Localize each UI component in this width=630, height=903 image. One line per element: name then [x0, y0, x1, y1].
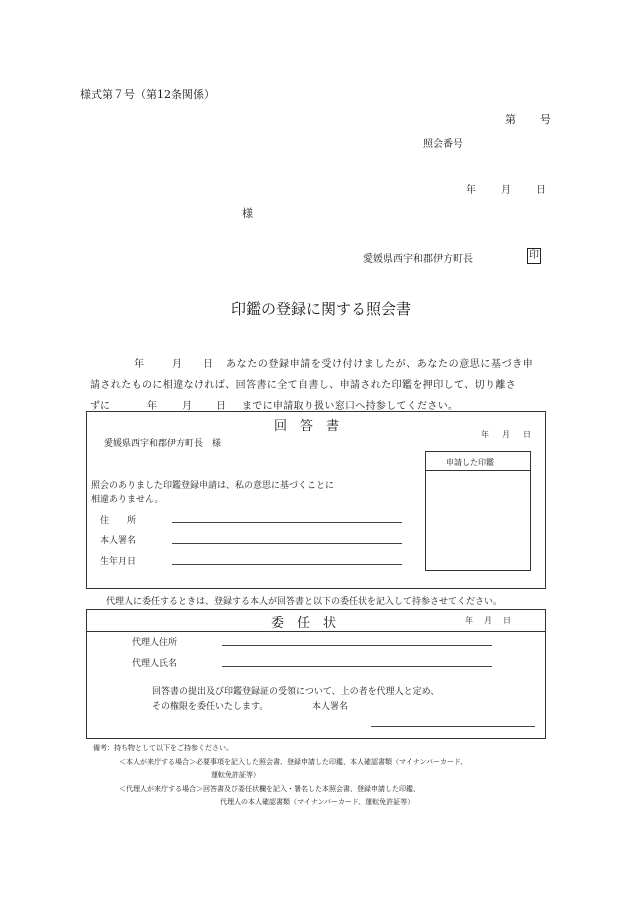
- body-month-2: 月: [182, 401, 192, 412]
- answer-birthdate-field[interactable]: [172, 564, 402, 565]
- answer-addressee: 愛媛県西宇和郡伊方町長 様: [104, 439, 222, 449]
- number-label-dai: 第: [505, 113, 516, 126]
- body-line-2: 請されたものに相違なければ、回答書に全て自書し、申請された印鑑を押印して、切り離さ: [90, 380, 517, 391]
- body-line-3-suffix: までに申請取り扱い窓口へ持参してください。: [242, 401, 459, 412]
- seal-stamp-box[interactable]: [425, 451, 531, 571]
- issuer-name: 愛媛県西宇和郡伊方町長: [363, 254, 473, 265]
- answer-heading: 回 答 書: [274, 419, 340, 434]
- answer-signature-label: 本人署名: [100, 536, 137, 546]
- addressee-sama: 様: [242, 207, 253, 220]
- seal-box-divider: [425, 470, 530, 471]
- notes-agent-line-1: ＜代理人が来庁する場合＞回答書及び委任状欄を記入・署名した本照会書、登録申請した印鑑、: [119, 785, 420, 793]
- seal-box-label: 申請した印鑑: [446, 458, 494, 467]
- answer-date-year: 年: [481, 430, 489, 439]
- principal-signature-label: 本人署名: [312, 702, 349, 712]
- number-label-go: 号: [540, 113, 551, 126]
- answer-address-label: 住 所: [100, 516, 137, 526]
- agent-name-field[interactable]: [222, 666, 492, 667]
- principal-signature-field[interactable]: [371, 726, 535, 727]
- body-year-2: 年: [147, 401, 157, 412]
- body-day-1: 日: [203, 359, 213, 370]
- body-line-3-prefix: ずに: [90, 401, 110, 412]
- delegation-text-line-2: その権限を委任いたします。: [152, 702, 269, 712]
- answer-date-day: 日: [523, 430, 531, 439]
- notes-self-line-2: 運転免許証等）: [211, 771, 260, 779]
- delegation-header-divider: [86, 631, 546, 632]
- body-year-1: 年: [134, 359, 144, 370]
- notes-self-line-1: ＜本人が来庁する場合＞必要事項を記入した照会書、登録申請した印鑑、本人確認書類（マイナンバーカード、: [119, 758, 468, 766]
- delegation-date-day: 日: [503, 616, 511, 625]
- answer-statement-line-1: 照会のありました印鑑登録申請は、私の意思に基づくことに: [91, 481, 335, 491]
- date-year-label: 年: [466, 185, 476, 196]
- answer-birthdate-label: 生年月日: [100, 557, 137, 567]
- answer-statement-line-2: 相違ありません。: [91, 495, 164, 505]
- date-month-label: 月: [501, 185, 511, 196]
- answer-date-month: 月: [502, 430, 510, 439]
- delegation-heading: 委 任 状: [271, 616, 337, 631]
- agent-address-field[interactable]: [222, 645, 492, 646]
- agent-name-label: 代理人氏名: [132, 659, 178, 669]
- date-day-label: 日: [536, 185, 546, 196]
- seal-mark: 印: [527, 248, 541, 264]
- body-day-2: 日: [216, 401, 226, 412]
- agent-address-label: 代理人住所: [132, 638, 178, 648]
- form-number: 様式第７号（第12条関係）: [80, 88, 215, 101]
- answer-address-field[interactable]: [172, 522, 402, 523]
- body-month-1: 月: [172, 359, 182, 370]
- delegation-date-year: 年: [465, 616, 473, 625]
- document-title: 印鑑の登録に関する照会書: [231, 300, 412, 318]
- proxy-note: 代理人に委任するときは、登録する本人が回答書と以下の委任状を記入して持参させてください。: [106, 597, 503, 607]
- notes-agent-line-2: 代理人の本人確認書類（マイナンバーカード、運転免許証等）: [220, 798, 415, 806]
- notes-title: 備考：持ち物として以下をご持参ください。: [93, 744, 233, 752]
- answer-signature-field[interactable]: [172, 543, 402, 544]
- body-line-1: あなたの登録申請を受け付けましたが、あなたの意思に基づき申: [226, 359, 534, 370]
- delegation-date-month: 月: [484, 616, 492, 625]
- reference-number-label: 照会番号: [423, 139, 463, 150]
- delegation-text-line-1: 回答書の提出及び印鑑登録証の受領について、上の者を代理人と定め、: [152, 687, 440, 697]
